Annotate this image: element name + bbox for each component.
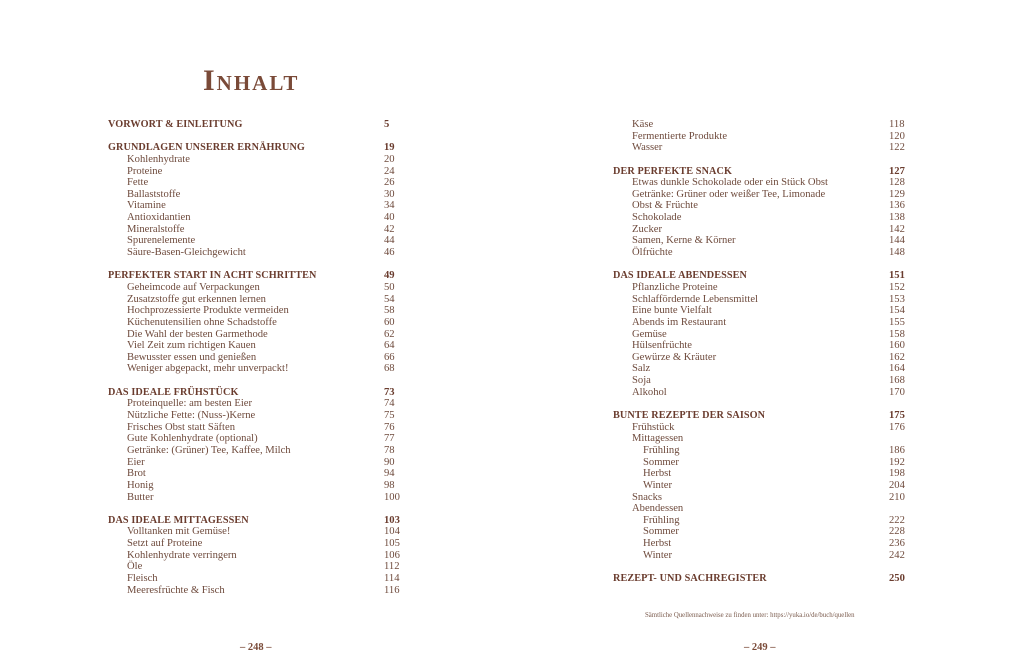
- toc-entry-label: Proteine: [127, 165, 163, 177]
- toc-entry-label: VORWORT & EINLEITUNG: [108, 119, 243, 130]
- toc-entry: [613, 329, 915, 341]
- toc-entry-page: 73: [384, 386, 395, 398]
- toc-entry-page: 50: [384, 281, 395, 293]
- toc-entry-label: Alkohol: [632, 386, 667, 398]
- toc-entry-label: Setzt auf Proteine: [127, 538, 203, 550]
- toc-entry-page: 100: [384, 491, 400, 503]
- page-number-right: – 249 –: [744, 642, 776, 653]
- toc-entry-page: 64: [384, 340, 395, 352]
- toc-entry-page: 60: [384, 316, 395, 328]
- toc-entry-page: 242: [889, 549, 905, 561]
- toc-entry-label: Viel Zeit zum richtigen Kauen: [127, 340, 256, 352]
- toc-entry-label: Herbst: [643, 468, 672, 480]
- toc-entry-page: 105: [384, 538, 400, 550]
- toc-entry-page: 148: [889, 247, 905, 259]
- toc-entry: [108, 224, 404, 236]
- toc-entry-page: 19: [384, 142, 395, 154]
- toc-section-heading: [613, 166, 915, 178]
- toc-entry: [108, 573, 404, 585]
- toc-entry: [613, 433, 915, 445]
- toc-entry: [613, 515, 915, 527]
- toc-entry-page: 42: [384, 223, 395, 235]
- toc-entry-label: Meeresfrüchte & Fisch: [127, 584, 225, 596]
- toc-right-column: [613, 119, 915, 585]
- toc-entry-label: Kohlenhydrate: [127, 153, 190, 165]
- toc-entry-label: Geheimcode auf Verpackungen: [127, 281, 260, 293]
- toc-entry: [613, 235, 915, 247]
- toc-section-heading: [108, 270, 404, 282]
- toc-entry: [613, 119, 915, 131]
- toc-entry: [108, 235, 404, 247]
- toc-entry-label: Frisches Obst statt Säften: [127, 421, 235, 433]
- toc-entry-label: Soja: [632, 375, 651, 387]
- toc-entry-label: Herbst: [643, 538, 672, 550]
- toc-entry: [108, 585, 404, 597]
- toc-entry-page: 103: [384, 514, 400, 526]
- toc-entry-label: Nützliche Fette: (Nuss-)Kerne: [127, 410, 256, 422]
- toc-entry: [613, 177, 915, 189]
- toc-entry-label: Getränke: Grüner oder weißer Tee, Limonade: [632, 188, 826, 200]
- toc-entry-page: 158: [889, 328, 905, 340]
- toc-entry: [108, 329, 404, 341]
- toc-entry: [108, 422, 404, 434]
- toc-entry: [108, 340, 404, 352]
- toc-entry-page: 175: [889, 410, 905, 422]
- toc-entry-page: 168: [889, 375, 905, 387]
- toc-entry-page: 74: [384, 398, 395, 410]
- toc-entry-label: Ölfrüchte: [632, 247, 673, 259]
- toc-entry: [108, 166, 404, 178]
- toc-entry-page: 118: [889, 119, 905, 130]
- toc-entry: [613, 131, 915, 143]
- toc-entry-page: 170: [889, 386, 905, 398]
- toc-entry-label: Spurenelemente: [127, 235, 196, 247]
- toc-entry-page: 94: [384, 468, 395, 480]
- toc-entry-label: Gemüse: [632, 328, 667, 340]
- toc-entry-label: Hochprozessierte Produkte vermeiden: [127, 305, 289, 317]
- toc-entry-label: Vitamine: [127, 200, 166, 212]
- toc-entry-label: Abendessen: [632, 503, 684, 515]
- toc-entry-page: 104: [384, 526, 400, 538]
- toc-entry-label: Öle: [127, 561, 143, 573]
- toc-entry-label: Zucker: [632, 223, 662, 235]
- toc-entry: [108, 200, 404, 212]
- toc-entry-page: 114: [384, 572, 400, 584]
- toc-entry-label: DAS IDEALE FRÜHSTÜCK: [108, 386, 239, 398]
- toc-entry: [108, 317, 404, 329]
- toc-entry-label: Eine bunte Vielfalt: [632, 305, 712, 317]
- toc-entry-label: Säure-Basen-Gleichgewicht: [127, 247, 246, 259]
- toc-entry-page: 30: [384, 188, 395, 200]
- toc-entry: [108, 480, 404, 492]
- toc-entry-label: REZEPT- UND SACHREGISTER: [613, 572, 767, 584]
- toc-entry-label: Mineralstoffe: [127, 223, 185, 235]
- toc-entry-page: 58: [384, 305, 395, 317]
- toc-entry: [108, 526, 404, 538]
- toc-entry: [613, 212, 915, 224]
- toc-entry: [108, 398, 404, 410]
- toc-entry-page: 40: [384, 212, 395, 224]
- toc-section-heading: [613, 410, 915, 422]
- toc-entry-page: 129: [889, 188, 905, 200]
- toc-entry: [613, 352, 915, 364]
- toc-entry-page: 54: [384, 293, 395, 305]
- toc-entry: [613, 550, 915, 562]
- toc-entry-label: Antioxidantien: [127, 212, 191, 224]
- toc-entry-label: Volltanken mit Gemüse!: [127, 526, 231, 538]
- toc-entry: [108, 457, 404, 469]
- toc-entry-page: 127: [889, 165, 905, 177]
- toc-entry-label: Obst & Früchte: [632, 200, 698, 212]
- toc-entry-label: Pflanzliche Proteine: [632, 281, 718, 293]
- toc-entry: [108, 189, 404, 201]
- toc-section-heading: [108, 515, 404, 527]
- toc-entry: [613, 422, 915, 434]
- toc-entry-label: PERFEKTER START IN ACHT SCHRITTEN: [108, 270, 317, 282]
- toc-entry-label: Etwas dunkle Schokolade oder ein Stück Obst: [632, 177, 828, 189]
- right-page: [510, 0, 1020, 667]
- toc-entry: [613, 468, 915, 480]
- toc-entry-label: DAS IDEALE ABENDESSEN: [613, 270, 748, 282]
- toc-entry-label: Weniger abgepackt, mehr unverpackt!: [127, 363, 289, 375]
- toc-entry: [613, 189, 915, 201]
- toc-entry: [108, 445, 404, 457]
- toc-entry-label: Sommer: [643, 456, 679, 468]
- sources-footnote: Sämtliche Quellennachweise zu finden unter: https://yuka.io/de/buch/quellen: [645, 612, 855, 619]
- toc-entry-page: 122: [889, 142, 905, 154]
- toc-entry-label: DAS IDEALE MITTAGESSEN: [108, 514, 249, 526]
- toc-entry-page: 136: [889, 200, 905, 212]
- toc-entry-label: Brot: [127, 468, 146, 480]
- toc-entry: [108, 468, 404, 480]
- toc-entry: [108, 492, 404, 504]
- toc-entry-label: Snacks: [632, 491, 663, 503]
- toc-entry: [108, 433, 404, 445]
- toc-entry-label: Eier: [127, 456, 145, 468]
- toc-entry-page: 138: [889, 212, 905, 224]
- toc-entry-page: 162: [889, 351, 905, 363]
- page-title: Inhalt: [203, 64, 300, 97]
- toc-entry: [613, 480, 915, 492]
- toc-entry-label: Wasser: [632, 142, 663, 154]
- toc-entry-label: Getränke: (Grüner) Tee, Kaffee, Milch: [127, 444, 291, 456]
- toc-section-heading: [108, 142, 404, 154]
- toc-entry: [108, 212, 404, 224]
- toc-entry-label: Schlaffördernde Lebensmittel: [632, 293, 759, 305]
- toc-entry-page: 144: [889, 235, 905, 247]
- toc-entry-label: Sommer: [643, 526, 679, 538]
- toc-entry: [108, 538, 404, 550]
- toc-entry-label: Bewusster essen und genießen: [127, 351, 257, 363]
- toc-entry: [108, 363, 404, 375]
- toc-entry-label: Hülsenfrüchte: [632, 340, 693, 352]
- toc-entry-label: Küchenutensilien ohne Schadstoffe: [127, 316, 277, 328]
- toc-entry-label: Proteinquelle: am besten Eier: [127, 398, 253, 410]
- toc-entry: [613, 317, 915, 329]
- toc-entry: [613, 363, 915, 375]
- toc-entry: [108, 177, 404, 189]
- toc-entry-page: 77: [384, 433, 395, 445]
- toc-entry-page: 164: [889, 363, 905, 375]
- toc-entry: [108, 282, 404, 294]
- toc-entry-page: 176: [889, 421, 905, 433]
- toc-entry-label: Winter: [643, 549, 672, 561]
- toc-entry-page: 68: [384, 363, 395, 375]
- toc-entry-page: 116: [384, 584, 400, 596]
- toc-entry-label: Butter: [127, 491, 154, 503]
- toc-entry-page: 112: [384, 561, 400, 573]
- toc-entry: [108, 247, 404, 259]
- toc-section-heading: [613, 270, 915, 282]
- toc-entry: [108, 561, 404, 573]
- toc-entry: [613, 445, 915, 457]
- toc-entry-label: Zusatzstoffe gut erkennen lernen: [127, 293, 266, 305]
- toc-entry: [108, 550, 404, 562]
- toc-left-column: [108, 119, 404, 596]
- toc-entry-label: Ballaststoffe: [127, 188, 181, 200]
- toc-entry-page: 155: [889, 316, 905, 328]
- toc-entry-label: Honig: [127, 479, 154, 491]
- toc-entry: [108, 154, 404, 166]
- toc-entry-page: 46: [384, 247, 395, 259]
- toc-entry-label: Fermentierte Produkte: [632, 130, 728, 142]
- toc-entry-page: 236: [889, 538, 905, 550]
- toc-entry-label: BUNTE REZEPTE DER SAISON: [613, 410, 766, 422]
- toc-section-heading: [108, 119, 404, 131]
- page-number-left: – 248 –: [240, 642, 272, 653]
- toc-entry-page: 154: [889, 305, 905, 317]
- toc-entry: [613, 387, 915, 399]
- toc-entry-page: 24: [384, 165, 395, 177]
- toc-entry-label: GRUNDLAGEN UNSERER ERNÄHRUNG: [108, 142, 305, 154]
- toc-entry-page: 210: [889, 491, 905, 503]
- toc-entry-page: 120: [889, 130, 905, 142]
- toc-entry: [613, 294, 915, 306]
- toc-section-heading: [613, 573, 915, 585]
- toc-entry-page: 106: [384, 549, 400, 561]
- toc-entry-page: 250: [889, 572, 905, 584]
- toc-entry-page: 26: [384, 177, 395, 189]
- toc-entry-label: Salz: [632, 363, 651, 375]
- toc-entry-label: Frühstück: [632, 421, 675, 433]
- toc-entry-label: Fleisch: [127, 572, 158, 584]
- toc-entry-page: 153: [889, 293, 905, 305]
- toc-entry-page: 152: [889, 281, 905, 293]
- toc-entry: [613, 375, 915, 387]
- toc-entry-page: 90: [384, 456, 395, 468]
- toc-entry-page: 66: [384, 351, 395, 363]
- toc-entry-page: 198: [889, 468, 905, 480]
- toc-entry: [613, 492, 915, 504]
- toc-section-heading: [108, 387, 404, 399]
- toc-entry-page: 76: [384, 421, 395, 433]
- toc-entry-page: 5: [384, 119, 390, 130]
- toc-entry: [613, 305, 915, 317]
- toc-entry-page: 20: [384, 153, 395, 165]
- toc-entry-label: Gewürze & Kräuter: [632, 351, 717, 363]
- toc-entry-page: 49: [384, 270, 395, 282]
- toc-entry-page: 75: [384, 410, 395, 422]
- toc-entry-page: 128: [889, 177, 905, 189]
- toc-entry: [613, 224, 915, 236]
- toc-entry-label: Frühling: [643, 514, 680, 526]
- toc-entry: [108, 410, 404, 422]
- toc-entry-label: Winter: [643, 479, 672, 491]
- toc-entry: [613, 247, 915, 259]
- toc-entry: [613, 503, 915, 515]
- toc-entry-label: Samen, Kerne & Körner: [632, 235, 736, 247]
- toc-entry-page: 142: [889, 223, 905, 235]
- toc-entry: [108, 294, 404, 306]
- toc-entry-page: 62: [384, 328, 395, 340]
- toc-entry-label: Abends im Restaurant: [632, 316, 727, 328]
- toc-entry-page: 98: [384, 479, 395, 491]
- toc-entry-label: Mittagessen: [632, 433, 684, 445]
- toc-entry: [613, 142, 915, 154]
- toc-entry: [613, 340, 915, 352]
- toc-entry-label: Kohlenhydrate verringern: [127, 549, 237, 561]
- toc-entry-label: Frühling: [643, 444, 680, 456]
- toc-entry: [108, 352, 404, 364]
- toc-entry-page: 44: [384, 235, 395, 247]
- toc-entry: [613, 282, 915, 294]
- toc-entry-page: 192: [889, 456, 905, 468]
- toc-entry-label: Schokolade: [632, 212, 682, 224]
- toc-entry-page: 222: [889, 514, 905, 526]
- toc-entry-page: 160: [889, 340, 905, 352]
- toc-entry-label: Fette: [127, 177, 149, 189]
- toc-entry-page: 228: [889, 526, 905, 538]
- toc-entry-label: Käse: [632, 119, 654, 130]
- toc-entry: [613, 538, 915, 550]
- toc-entry: [613, 457, 915, 469]
- toc-entry: [613, 200, 915, 212]
- toc-entry-label: DER PERFEKTE SNACK: [613, 165, 732, 177]
- toc-entry-label: Gute Kohlenhydrate (optional): [127, 433, 258, 445]
- toc-entry-page: 34: [384, 200, 395, 212]
- toc-entry-page: 186: [889, 444, 905, 456]
- toc-entry: [108, 305, 404, 317]
- toc-entry-page: 151: [889, 270, 905, 282]
- toc-entry-page: 78: [384, 444, 395, 456]
- toc-entry: [613, 526, 915, 538]
- toc-entry-page: 204: [889, 479, 905, 491]
- toc-entry-label: Die Wahl der besten Garmethode: [127, 328, 268, 340]
